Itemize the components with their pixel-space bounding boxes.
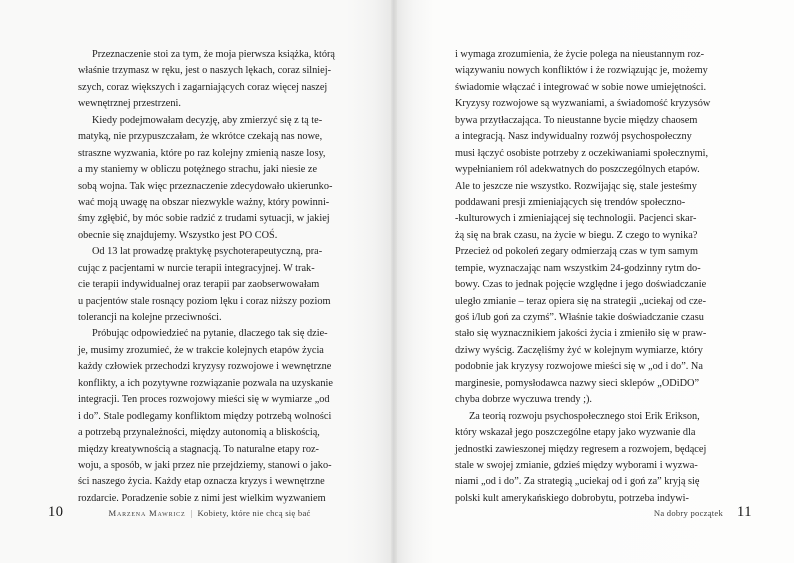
text-line: polski kult amerykańskiego dobrobytu, potrzeba indywi- <box>455 492 689 504</box>
text-line: cując z pacjentami w nurcie terapii integracyjnej. W trak- <box>78 262 315 274</box>
page-number-right: 11 <box>737 504 752 520</box>
text-line: właśnie trzymasz w ręku, jest o naszych lękach, coraz silniej- <box>78 65 332 77</box>
text-line: konflikty, a ich pozytywne rozwiązanie pozwala na uzyskanie <box>78 377 333 389</box>
text-line: i wymaga zrozumienia, że życie polega na nieustannym roz- <box>455 49 705 60</box>
text-line: Kiedy podejmowałam decyzję, aby zmierzyć się z tą te- <box>92 114 323 126</box>
text-line: chyba dobrze wyczuwa trendy ;). <box>455 394 592 406</box>
section-title: Na dobry początek <box>653 508 724 518</box>
text-line: sobą wojna. Tak więc przeznaczenie zdecydowało ukierunko- <box>78 180 333 192</box>
text-line: jednostki zawieszonej między regresem a rozwojem, będącej <box>455 443 707 455</box>
author-name: Marzena Mawricz <box>108 508 186 518</box>
text-line: wać moją uwagę na obszar niezwykle ważny, który powinni- <box>78 196 330 208</box>
text-line: -kulturowych i zmieniającej się technologii. Pacjenci skar- <box>455 213 697 225</box>
text-line: rozdarcie. Poradzenie sobie z nimi jest wielkim wyzwaniem <box>78 492 326 504</box>
text-line: integracji. Ten proces rozwojowy mieści się w wymiarze „od <box>78 394 330 406</box>
text-line: wypełnianiem ról adekwatnych do poszczególnych etapów. <box>455 164 700 176</box>
text-line: ści naszego życia. Każdy etap oznacza kryzys i wewnętrzne <box>78 476 325 488</box>
right-page-footer <box>654 504 752 521</box>
text-line: goś i/lub goń za czymś”. Właśnie takie doświadczanie czasu <box>455 312 704 323</box>
text-line: i do”. Stale podlegamy konfliktom między potrzebą wolności <box>78 410 332 422</box>
text-line: straszne wyzwania, które po raz kolejny zmienią nasze losy, <box>78 147 326 159</box>
text-line: żą się na brak czasu, na życie w biegu. Z czego to wynika? <box>455 229 698 241</box>
text-line: wiązywaniu nowych konfliktów i że rozwiązując je, możemy <box>455 65 708 77</box>
text-line: stale w swojej zmianie, gdzieś między wyborami i wyzwa- <box>455 459 698 471</box>
text-line: wewnętrznej przestrzeni. <box>78 98 181 110</box>
right-page-text-block <box>455 47 721 507</box>
book-title: Kobiety, które nie chcą się bać <box>197 508 311 518</box>
text-line: obecnie się znajdujemy. Wszystko jest PO COŚ. <box>78 229 278 241</box>
text-line: stało się wyznacznikiem jakości życia i zmieniło się w praw- <box>455 328 707 340</box>
text-line: je, musimy zrozumieć, że w trakcie kolejnych etapów życia <box>78 344 324 356</box>
text-line: Od 13 lat prowadzę praktykę psychoterapeutyczną, pra- <box>92 246 323 258</box>
text-line: Przeznaczenie stoi za tym, że moja pierwsza książka, którą <box>92 49 336 60</box>
text-line: tempie, wyznaczając nam wszystkim 24-godzinny rytm do- <box>455 262 701 274</box>
text-line: śmy zgłębić, by móc sobie radzić z trudami sytuacji, w jakiej <box>78 213 330 225</box>
left-page-text-block <box>78 47 344 507</box>
text-line: świadomie włączać i integrować w sobie nowe umiejętności. <box>455 81 707 93</box>
text-line: a integracją. Nasz indywidualny rozwój psychospołeczny <box>455 131 692 143</box>
text-line: Za teorią rozwoju psychospołecznego stoi Erik Erikson, <box>469 410 700 422</box>
running-header <box>109 508 311 518</box>
text-line: tolerancji na kolejne przeciwności. <box>78 312 222 323</box>
text-line: Przecież od pokoleń zegary odmierzają czas w tym samym <box>455 246 699 258</box>
text-line: a potrzebą przynależności, między autonomią a bliskością, <box>78 427 320 439</box>
spine-shadow <box>391 0 397 563</box>
text-line: musi łączyć osobiste potrzeby z oczekiwaniami społecznymi, <box>455 147 709 159</box>
text-line: poddawani presji zmieniających się trendów społeczno- <box>455 196 686 208</box>
text-line: marginesie, pomysłodawca nazwy sieci sklepów „ODiDO” <box>455 377 700 389</box>
text-line: woju, a sposób, w jaki przez nie przejdziemy, stanowi o jako- <box>78 459 332 471</box>
footer-separator: | <box>190 508 193 518</box>
text-line: między kreatywnością a stagnacją. To naturalne etapy roz- <box>78 443 319 455</box>
left-page-footer <box>48 504 311 521</box>
left-page <box>0 0 394 563</box>
text-line: uległo zmianie – teraz opiera się na strategii „uciekaj od cze- <box>455 295 707 307</box>
text-line: szych, coraz większych i zagarniających coraz więcej naszej <box>78 81 328 93</box>
text-line: każdy człowiek przechodzi kryzysy rozwojowe i wewnętrzne <box>78 361 332 373</box>
text-line: dziwy wyścig. Zaczęliśmy żyć w kolejnym wymiarze, który <box>455 344 703 356</box>
text-line: Ale to jeszcze nie wszystko. Rozwijając się, stale jesteśmy <box>455 180 697 192</box>
text-line: podobnie jak kryzysy rozwojowe mieści się w „od i do”. Na <box>455 361 703 373</box>
right-page <box>394 0 794 563</box>
text-line: Próbując odpowiedzieć na pytanie, dlaczego tak się dzie- <box>92 328 328 340</box>
text-line: który wskazał jego poszczególne etapy jako wyzwanie dla <box>455 427 696 439</box>
text-line: bowy. Czas to jednak pojęcie względne i jego doświadczanie <box>455 279 707 291</box>
text-line: Kryzysy rozwojowe są wyzwaniami, a świadomość kryzysów <box>455 98 711 110</box>
page-number-left: 10 <box>48 504 64 520</box>
text-line: a my staniemy w obliczu potężnego strachu, jaki niesie ze <box>78 164 318 176</box>
text-line: bywa przytłaczająca. To nieustanne bycie między chaosem <box>455 114 698 126</box>
text-line: matyką, nie przypuszczałam, że wkrótce czekają nas nowe, <box>78 131 323 143</box>
text-line: u pacjentów stale rosnący poziom lęku i coraz niższy poziom <box>78 295 331 307</box>
text-line: niami „od i do”. Za strategią „uciekaj od i goń za” kryją się <box>455 476 700 488</box>
text-line: cie terapii indywidualnej oraz terapii par zaobserwowałam <box>78 279 320 291</box>
